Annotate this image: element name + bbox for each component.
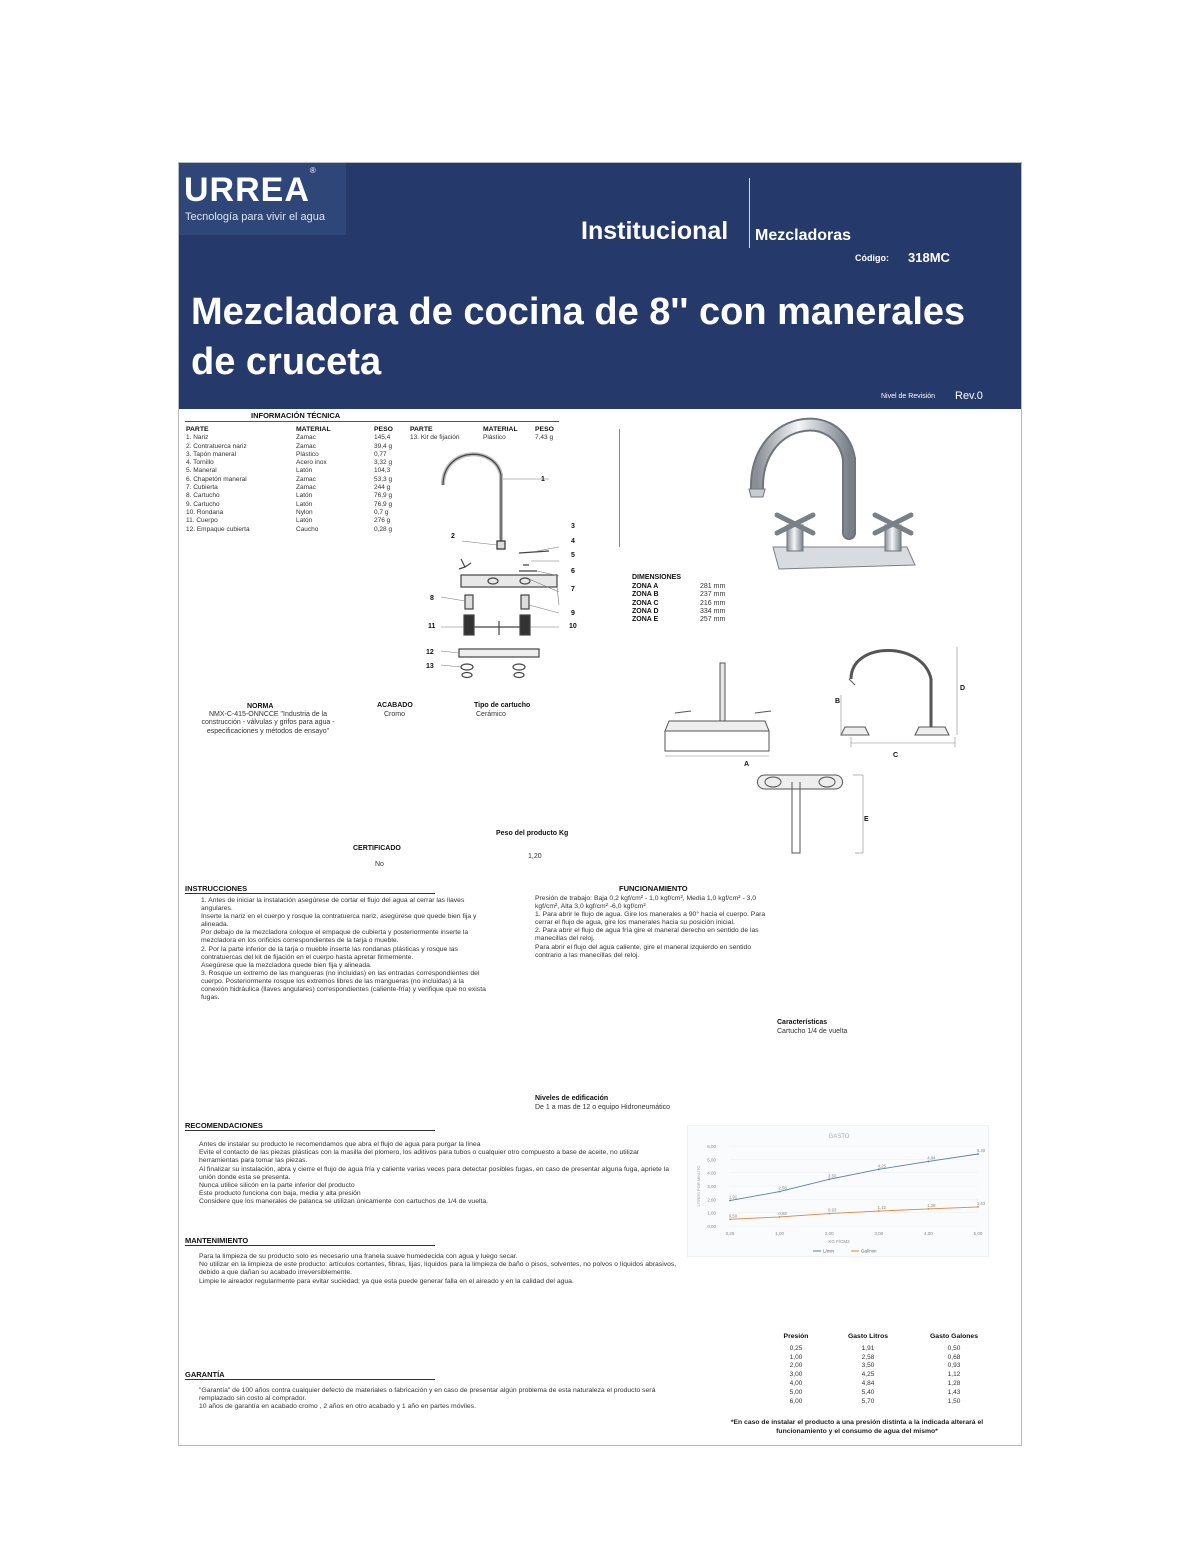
x-tick-label: 4,00 xyxy=(924,1231,933,1236)
gasto-header-row xyxy=(767,1333,997,1345)
certificado-value: No xyxy=(375,861,384,868)
data-point xyxy=(977,1153,979,1155)
parts-cell: 1. Nariz xyxy=(186,434,209,442)
gasto-row xyxy=(767,1398,997,1407)
text-line: Antes de instalar su producto le recomendamos que abra el flujo de agua para purgar la línea xyxy=(199,1141,481,1148)
niveles-title: Niveles de edificación xyxy=(535,1095,609,1102)
col-header: Gasto Litros xyxy=(847,1333,889,1340)
recomendaciones-title: RECOMENDACIONES xyxy=(185,1121,263,1130)
text-line: Nunca utilice silicón en la parte inferior del producto xyxy=(199,1182,355,1190)
gasto-row xyxy=(767,1389,997,1398)
product-sheet xyxy=(178,162,1022,1446)
gasto-table xyxy=(767,1333,997,1406)
parts-cell: 244 g xyxy=(374,484,391,492)
col-header: MATERIAL xyxy=(483,426,518,433)
parts-cell: 145,4 xyxy=(374,434,391,442)
parts-cell: 6. Chapetón maneral xyxy=(186,475,247,483)
col-header: PARTE xyxy=(186,426,209,433)
dimension-letter-c: C xyxy=(893,752,899,759)
data-label: 4,84 xyxy=(927,1155,936,1161)
dimension-row xyxy=(632,616,725,624)
parts-cell: 12. Empaque cubierta xyxy=(186,525,250,533)
parts-cell: 104,3 xyxy=(374,467,391,475)
text-line: "Garantía" de 100 años contra cualquier defecto de materiales o fabricación y en caso de presentar algún problema de esta naturaleza el producto será remplazado sin costo al comprador. xyxy=(199,1387,656,1403)
parts-cell: Latón xyxy=(296,500,313,508)
text-line: Asegúrese que la mezcladora quede bien fija y alineada. xyxy=(201,961,372,969)
series-line-0 xyxy=(730,1154,978,1201)
dimension-zone: ZONA E xyxy=(632,616,659,624)
x-tick-label: 5,00 xyxy=(973,1231,983,1236)
garantia-text xyxy=(199,1387,679,1412)
text-line: 2. Para abrir el flujo de agua fría gire el maneral derecho en sentido de las manecillas del reloj. xyxy=(535,927,759,943)
funcionamiento-title: FUNCIONAMIENTO xyxy=(619,884,688,893)
col-header: Presión xyxy=(783,1333,809,1340)
data-point xyxy=(729,1218,731,1220)
parts-cell: Plástico xyxy=(296,450,319,458)
text-line: 1. Antes de iniciar la instalación asegúrese de cortar el flujo del agua al cerrar las llaves angulares. xyxy=(201,897,465,913)
x-tick-label: 0,25 xyxy=(725,1231,735,1236)
garantia-rule xyxy=(185,1379,435,1380)
gasto-cell: 6,00 xyxy=(789,1397,803,1405)
product-category: Mezcladoras xyxy=(755,227,852,244)
dimension-value: 237 mm xyxy=(700,591,726,599)
text-line: 1. Para abrir le flujo de agua. Gire los manerales a 90° hacia el cuerpo. Para cerrar el flujo de agua, gire los manerales hacia su posición inicial. xyxy=(535,911,766,927)
parts-cell: 76,9 g xyxy=(374,500,393,508)
parts-cell: 8. Cartucho xyxy=(186,492,220,500)
brand-tagline: Tecnología para vivir el agua xyxy=(185,211,326,223)
parts-cell: 7. Cubierta xyxy=(186,484,218,492)
gasto-cell: 1,43 xyxy=(947,1388,961,1396)
data-label: 1,43 xyxy=(976,1200,986,1206)
y-axis-label: LITROS POR MINUTO xyxy=(696,1165,701,1207)
data-point xyxy=(878,1210,880,1212)
dimension-row xyxy=(632,583,725,591)
page-title: Mezcladora de cocina de 8'' con manerales de cruceta xyxy=(191,291,966,383)
chart-title: GASTO xyxy=(828,1134,850,1140)
gasto-cell: 1,28 xyxy=(947,1379,961,1387)
x-tick-label: 2,00 xyxy=(824,1231,834,1236)
dimension-zone: ZONA A xyxy=(632,583,659,590)
logo-reg: ® xyxy=(309,165,317,175)
col-header: Gasto Galones xyxy=(930,1333,978,1340)
instrucciones-text xyxy=(201,897,491,1002)
text-line: 10 años de garantía en acabado cromo , 2 años en otro acabado y 1 año en partes móviles. xyxy=(199,1403,476,1411)
dimension-drawings xyxy=(655,631,975,871)
dimension-letter-d: D xyxy=(960,685,966,692)
data-label: 4,25 xyxy=(877,1163,886,1169)
text-line: Para la limpieza de su producto solo es necesario una franela suave humedecida con agua y luego secar. xyxy=(199,1253,518,1260)
col-header: PESO xyxy=(535,426,554,433)
parts-cell: 0,28 g xyxy=(374,525,393,533)
revision-value: Rev.0 xyxy=(955,390,983,402)
product-line: Institucional xyxy=(581,217,729,245)
parts-cell: Latón xyxy=(296,517,313,525)
parts-cell: Zamac xyxy=(296,475,316,483)
code-label: Código: xyxy=(855,253,889,263)
data-point xyxy=(878,1168,880,1170)
data-label: 1,28 xyxy=(927,1202,936,1208)
logo-box xyxy=(179,163,346,235)
gasto-chart xyxy=(687,1125,989,1257)
header-divider xyxy=(749,178,750,248)
dimension-letter-a: A xyxy=(744,761,750,768)
exploded-view-diagram xyxy=(419,445,589,685)
tech-info-title: INFORMACIÓN TÉCNICA xyxy=(251,411,341,420)
text-line: No utilizar en la limpieza de este producto: artículos cortantes, fibras, lijas, líquidos para la limpieza de baño o pisos, solventes, no polvos o líquidos abrasivos, debido a que dañan su acabado irreversiblemente. xyxy=(199,1261,677,1277)
parts-cell: Zamac xyxy=(296,434,316,442)
data-label: 0,68 xyxy=(778,1210,787,1216)
parts-cell: 10. Rondana xyxy=(186,508,224,516)
text-line: 2. Por la parte inferior de la tarja o mueble inserte las rondanas plásticas y rosque las contratuercas del kit de fijación en el cuerpo hasta apretar firmemente. xyxy=(201,945,458,961)
parts-cell: 5. Maneral xyxy=(186,467,217,475)
parts-cell: 276 g xyxy=(374,517,391,525)
gasto-cell: 0,68 xyxy=(947,1353,961,1361)
product-photo xyxy=(735,397,927,577)
text-line: Considere que los manerales de palanca se utilizan únicamente con cartuchos de 1/4 de vuelta. xyxy=(199,1198,489,1206)
caracteristicas-value: Cartucho 1/4 de vuelta xyxy=(777,1028,848,1035)
garantia-title: GARANTÍA xyxy=(185,1370,225,1379)
gasto-row xyxy=(767,1371,997,1380)
y-tick-label: 4,00 xyxy=(707,1170,716,1176)
parts-cell: 11. Cuerpo xyxy=(186,517,218,525)
gasto-cell: 1,00 xyxy=(789,1353,803,1361)
parts-cell: 3. Tapón maneral xyxy=(186,450,237,458)
dimension-value: 257 mm xyxy=(700,616,726,624)
gasto-row xyxy=(767,1354,997,1363)
dimension-row xyxy=(632,591,725,599)
parts-cell: Latón xyxy=(296,492,313,500)
y-tick-label: 6,00 xyxy=(707,1144,716,1149)
callout-9: 9 xyxy=(571,610,575,617)
y-tick-label: 5,00 xyxy=(707,1157,716,1163)
gasto-cell: 4,84 xyxy=(861,1379,875,1387)
data-point xyxy=(779,1216,781,1218)
legend-label: L/min xyxy=(823,1248,835,1254)
parts-cell: Zamac xyxy=(296,442,316,450)
mantenimiento-title: MANTENIMIENTO xyxy=(185,1236,249,1245)
dimension-value: 281 mm xyxy=(700,583,726,590)
callout-13: 13 xyxy=(426,663,434,670)
text-line: Al finalizar su instalación, abra y cierre el flujo de agua fría y caliente varias veces para detectar posibles fugas, en caso de presentar alguna fuga, apriete la unión donde esta se presenta. xyxy=(199,1165,670,1181)
norma-label: NORMA xyxy=(247,703,274,710)
parts-cell: Acero inox xyxy=(296,459,327,467)
data-label: 1,12 xyxy=(877,1205,886,1211)
callout-4: 4 xyxy=(571,538,575,545)
text-line: Inserte la nariz en el cuerpo y rosque la contratuerca nariz, asegúrese que quede bien fija y alineada. xyxy=(201,913,477,929)
y-tick-label: 2,00 xyxy=(707,1197,716,1203)
certificado-label: CERTIFICADO xyxy=(353,845,401,852)
gasto-cell: 0,50 xyxy=(947,1344,961,1352)
dimension-row xyxy=(632,600,725,608)
header-banner xyxy=(179,163,1021,409)
parts-cell: Latón xyxy=(296,467,313,475)
data-point xyxy=(779,1191,781,1193)
text-line: Para abrir el flujo del agua caliente, gire el maneral izquierdo en sentido contrario a las manecillas del reloj. xyxy=(535,943,752,959)
gasto-cell: 5,40 xyxy=(861,1388,875,1396)
parts-cell: 0,77 xyxy=(374,450,387,458)
y-tick-label: 1,00 xyxy=(707,1210,716,1216)
parts-cell: Zamac xyxy=(296,484,316,492)
gasto-note: *En caso de instalar el producto a una presión distinta a la indicada alterará el funcionamiento y el consumo de agua del mismo* xyxy=(730,1419,984,1435)
cartucho-value: Cerámico xyxy=(476,711,506,718)
x-axis-label: KG F/CM2 xyxy=(828,1239,850,1244)
parts-cell: 0,7 g xyxy=(374,508,389,516)
instrucciones-rule xyxy=(185,893,435,894)
parts-cell: 13. Kit de fijación xyxy=(410,434,460,442)
col-header: PARTE xyxy=(410,426,433,433)
gasto-cell: 4,00 xyxy=(789,1379,803,1387)
gasto-row xyxy=(767,1345,997,1354)
dimension-zone: ZONA D xyxy=(632,607,659,615)
gasto-cell: 2,58 xyxy=(861,1353,875,1361)
niveles-value: De 1 a mas de 12 o equipo Hidroneumático xyxy=(535,1104,671,1111)
caracteristicas-title: Características xyxy=(777,1019,828,1026)
parts-cell: Caucho xyxy=(296,525,319,533)
callout-12: 12 xyxy=(426,649,434,656)
dimension-letter-b: B xyxy=(835,698,841,705)
callout-2: 2 xyxy=(451,533,455,540)
dimension-row xyxy=(632,608,725,616)
text-line: Por debajo de la mezcladora coloque el empaque de cubierta y posteriormente inserte la mezcladora en los orificios correspondientes de la tarja o mueble. xyxy=(201,929,469,945)
text-line: Evite el contacto de las piezas plásticas con la masilla del plomero, los aditivos para tubos o cualquier otro compuesto a base de aceite, no utilizar herramientas para tomar las piezas. xyxy=(199,1149,640,1165)
parts-cell: 39,4 g xyxy=(374,442,393,450)
gasto-chart-svg xyxy=(688,1126,990,1258)
col-header: MATERIAL xyxy=(296,426,331,433)
gasto-cell: 1,50 xyxy=(947,1397,961,1405)
callout-10: 10 xyxy=(569,623,577,630)
gasto-cell: 5,00 xyxy=(789,1388,803,1396)
dimension-zone: ZONA B xyxy=(632,591,659,599)
text-line: Limpie le aireador regularmente para evitar suciedad; ya que esta puede generar falla en el aireado y en la calidad del agua. xyxy=(199,1277,574,1285)
tech-info-rule xyxy=(185,421,559,422)
gasto-cell: 0,93 xyxy=(947,1362,961,1370)
y-tick-label: 3,00 xyxy=(707,1184,716,1189)
gasto-cell: 3,00 xyxy=(789,1371,803,1379)
parts-cell: Plástico xyxy=(483,434,506,442)
dimension-zone: ZONA C xyxy=(632,599,659,607)
photo-divider xyxy=(619,429,620,547)
product-code: 318MC xyxy=(908,250,950,265)
legend-label: Gal/min xyxy=(861,1248,877,1254)
callout-3: 3 xyxy=(571,523,575,530)
y-tick-label: 0,00 xyxy=(707,1224,716,1229)
mantenimiento-text xyxy=(199,1253,689,1286)
callout-11: 11 xyxy=(428,623,436,630)
series-line-1 xyxy=(730,1207,978,1219)
col-header: PESO xyxy=(374,426,393,433)
parts-cell: 53,3 g xyxy=(374,475,393,483)
callout-5: 5 xyxy=(571,552,575,559)
logo-text: URREA xyxy=(184,171,310,209)
instrucciones-title: INSTRUCCIONES xyxy=(185,884,248,893)
data-label: 1,91 xyxy=(728,1194,738,1200)
acabado-label: ACABADO xyxy=(377,702,413,709)
x-tick-label: 3,00 xyxy=(874,1231,884,1236)
gasto-cell: 4,25 xyxy=(861,1371,875,1379)
data-point xyxy=(928,1161,930,1163)
data-label: 0,93 xyxy=(828,1207,837,1213)
norma-value: NMX-C-415-ONNCCE "Industria de la construcción - válvulas y grifos para agua - especificaciones y métodos de ensayo" xyxy=(201,711,335,735)
data-point xyxy=(729,1200,731,1202)
dimension-value: 334 mm xyxy=(700,607,726,615)
parts-header-row xyxy=(186,426,565,434)
parts-cell: 2. Contratuerca nariz xyxy=(186,442,247,450)
parts-cell: 3,32 g xyxy=(374,459,393,467)
data-label: 2,58 xyxy=(778,1185,787,1191)
funcionamiento-text xyxy=(535,895,775,960)
gasto-cell: 0,25 xyxy=(789,1344,803,1352)
revision-label: Nivel de Revisión xyxy=(881,393,936,400)
data-label: 3,50 xyxy=(828,1173,837,1179)
acabado-value: Cromo xyxy=(384,711,406,718)
callout-7: 7 xyxy=(571,586,575,593)
gasto-cell: 3,50 xyxy=(861,1362,875,1370)
text-line: 3. Rosque un extremo de las mangueras (no incluidas) en las entradas correspondientes del cuerpo. Posteriormente rosque los extremos libres de las mangueras (no incluidas) a la conexión hidráulica (llaves angulares) correspondientes (caliente-fría) y verifique que no exista fugas. xyxy=(201,969,486,1002)
data-point xyxy=(828,1178,830,1180)
callout-6: 6 xyxy=(571,568,575,575)
peso-label: Peso del producto Kg xyxy=(496,830,569,837)
dimensions-title: DIMENSIONES xyxy=(632,574,682,581)
parts-cell: Nylon xyxy=(296,508,313,516)
gasto-row xyxy=(767,1362,997,1371)
recomendaciones-text xyxy=(199,1141,679,1207)
parts-cell: 7,43 g xyxy=(535,434,554,442)
parts-row xyxy=(186,434,565,442)
recomendaciones-rule xyxy=(185,1130,435,1131)
brand-logo xyxy=(184,165,317,210)
data-point xyxy=(928,1208,930,1210)
x-tick-label: 1,00 xyxy=(775,1231,784,1236)
parts-cell: 76,9 g xyxy=(374,492,393,500)
data-label: 0,50 xyxy=(728,1213,738,1219)
mantenimiento-rule xyxy=(185,1245,435,1246)
gasto-cell: 2,00 xyxy=(789,1362,803,1370)
dimension-value: 216 mm xyxy=(700,599,726,607)
dimensions-list xyxy=(632,583,725,624)
callout-1: 1 xyxy=(541,476,545,483)
callout-8: 8 xyxy=(430,595,434,602)
text-line: Este producto funciona con baja, media y alta presión xyxy=(199,1190,361,1198)
data-label: 5,40 xyxy=(976,1148,986,1153)
peso-value: 1,20 xyxy=(528,853,542,860)
gasto-cell: 1,12 xyxy=(947,1371,961,1379)
cartucho-label: Tipo de cartucho xyxy=(474,702,531,709)
text-line: Presión de trabajo: Baja 0,2 kgf/cm² - 1,0 kgf/cm², Media 1,0 kgf/cm² - 3,0 kgf/cm², Alta 3,0 kgf/cm² -6,0 kgf/cm² xyxy=(535,895,756,911)
data-point xyxy=(977,1206,979,1208)
parts-cell: 9. Cartucho xyxy=(186,500,220,508)
dimension-letter-e: E xyxy=(864,816,869,823)
gasto-cell: 5,70 xyxy=(861,1397,875,1405)
gasto-row xyxy=(767,1380,997,1389)
gasto-cell: 1,91 xyxy=(861,1344,875,1352)
parts-cell: 4. Tornillo xyxy=(186,459,214,467)
data-point xyxy=(828,1213,830,1215)
